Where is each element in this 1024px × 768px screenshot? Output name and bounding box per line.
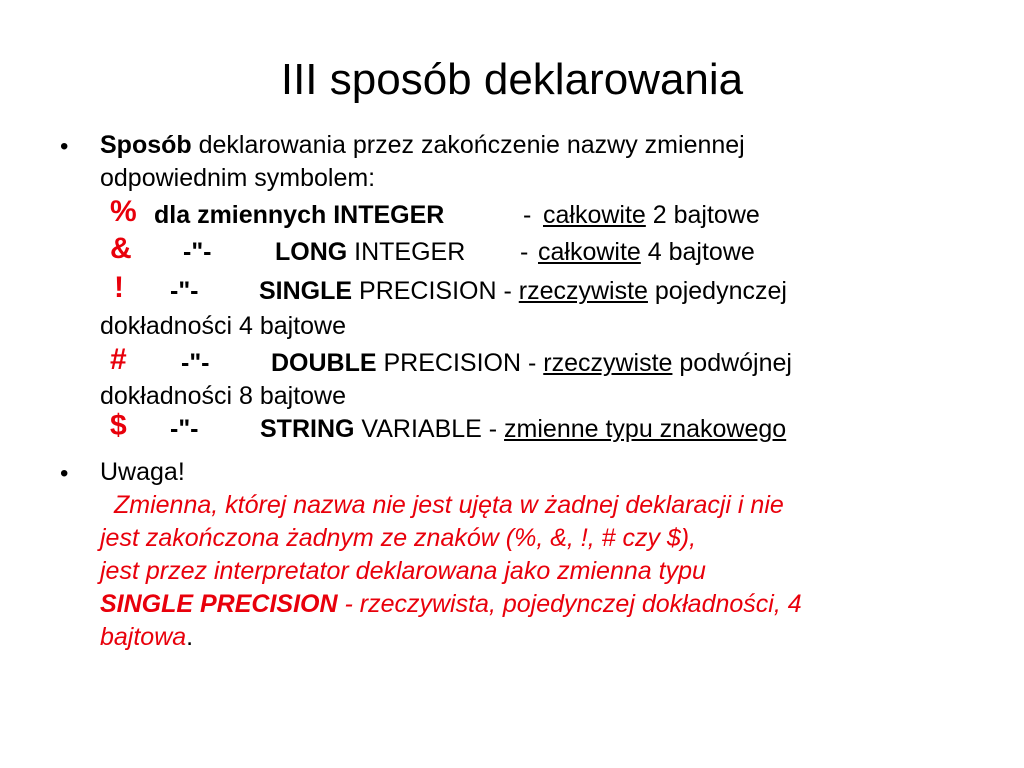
type-ditto: -"- [181,349,210,377]
type-dash: - [523,201,532,229]
type-label-and-description [259,276,787,306]
bullet-2-heading: Uwaga! [100,458,185,486]
type-continuation: dokładności 8 bajtowe [100,382,346,410]
type-ditto: -"- [183,238,212,266]
note-line-2: jest zakończona żadnym ze znaków (%, &, !, # czy $), [100,524,697,552]
type-label-plain: PRECISION - [376,349,544,377]
type-row-double [0,343,1024,382]
bullet-1-lead-rest: deklarowania przez zakończenie nazwy zmiennej [191,131,745,159]
type-label-plain: INTEGER [347,238,466,266]
type-dash: - [520,238,529,266]
bullet-marker: • [60,460,69,487]
type-continuation: dokładności 4 bajtowe [100,312,346,340]
type-desc-rest: 4 bajtowe [640,238,755,266]
type-desc-underlined: całkowite [543,201,646,229]
note-line-4-rest: - rzeczywista, pojedynczej dokładności, 4 [337,590,802,618]
note-type-bold: SINGLE PRECISION [100,590,338,618]
type-label-and-description [260,414,786,444]
type-ditto: -"- [170,415,199,443]
type-desc-rest: podwójnej [672,349,792,377]
bullet-1-line-1 [100,130,745,160]
bullet-marker: • [60,133,69,160]
type-ditto: -"- [170,277,199,305]
type-desc-rest: pojedynczej [647,277,787,305]
note-period: . [186,623,194,651]
type-label-bold: LONG [275,238,348,266]
type-description [543,200,760,230]
type-label-plain: VARIABLE - [354,415,505,443]
bullet-1-lead-bold: Sposób [100,131,192,159]
note-line-1: Zmienna, której nazwa nie jest ujęta w żadnej deklaracji i nie [114,491,784,519]
type-label-bold: SINGLE [259,277,353,305]
type-label-plain: PRECISION - [352,277,519,305]
type-label-bold: STRING [260,415,355,443]
type-label-bold: dla zmiennych INTEGER [154,201,445,229]
type-desc-rest: 2 bajtowe [645,201,760,229]
slide-title: III sposób deklarowania [280,55,744,104]
type-symbol: % [110,195,137,228]
note-line-5 [100,622,193,652]
type-label-bold: DOUBLE [271,349,377,377]
type-label [275,237,465,267]
bullet-1-line-2: odpowiednim symbolem: [100,164,376,192]
type-symbol: $ [110,409,127,442]
type-row-integer [0,195,1024,234]
type-symbol: ! [114,271,124,304]
type-row-long [0,232,1024,271]
type-row-string [0,409,1024,448]
type-symbol: # [110,343,127,376]
note-line-4 [100,589,802,619]
type-label-and-description [271,348,792,378]
type-desc-underlined: całkowite [538,238,641,266]
note-last-word: bajtowa [100,623,187,651]
type-row-single [0,271,1024,310]
type-desc-underlined: rzeczywiste [518,277,648,305]
type-desc-underlined: rzeczywiste [543,349,673,377]
note-line-3: jest przez interpretator deklarowana jako zmienna typu [100,557,706,585]
type-symbol: & [110,232,132,265]
type-description [538,237,755,267]
type-desc-underlined: zmienne typu znakowego [504,415,787,443]
